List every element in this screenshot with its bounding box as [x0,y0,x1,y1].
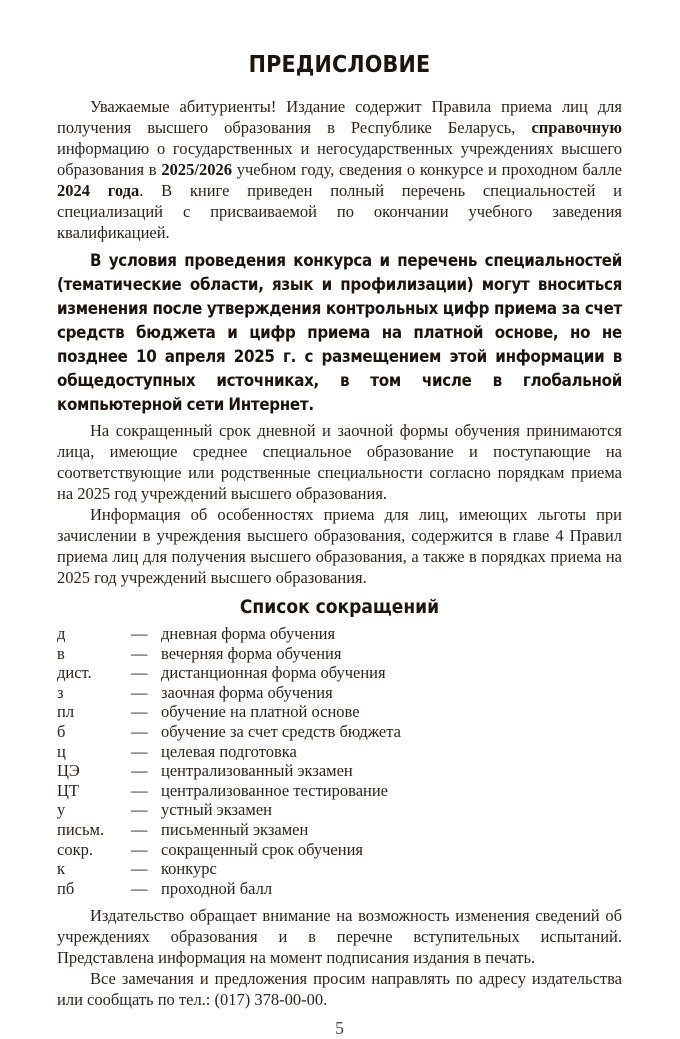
text-run: Информация об особенностях приема для лиц, имеющих льготы при зачислении в учреждения высшего образования, содержится в главе 4 Правил приема лиц для получения высшего образования, а также в порядках приема на 2025 год учреждений высшего образования. [57,505,622,587]
abbreviation-row [57,840,622,860]
text-run: На сокращенный срок дневной и заочной формы обучения принимаются лица, имеющие среднее специальное образование и поступающие на соответствующие или родственные специальности согласно порядкам приема на 2025 год учреждений высшего образования. [57,421,622,503]
abbreviation-term: к [57,859,66,879]
abbreviation-definition: проходной балл [161,878,273,898]
abbreviation-row [57,742,622,762]
abbreviation-definition: заочная форма обучения [161,682,333,702]
abbreviation-definition: целевая подготовка [161,741,297,761]
intro-section [57,96,622,243]
page-number: 5 [335,1018,344,1039]
abbreviation-term: д [57,624,66,643]
abbreviation-row [57,761,622,781]
abbreviation-term: ц [57,741,66,761]
paragraph [57,968,622,1010]
abbreviation-definition: конкурс [161,859,217,879]
abbreviation-term: з [57,682,64,702]
body-section [57,420,622,588]
abbreviation-term: дист. [57,663,92,683]
paragraph [57,248,622,416]
abbreviation-definition: вечерняя форма обучения [161,643,342,663]
dash-separator: — [131,839,148,859]
abbreviation-row [57,702,622,722]
abbreviation-row [57,722,622,742]
paragraph [57,504,622,588]
abbreviation-definition: централизованное тестирование [161,780,388,800]
abbreviation-row [57,820,622,840]
abbreviation-definition: дистанционная форма обучения [161,663,386,683]
text-run: Издательство обращает внимание на возможность изменения сведений об учреждениях образования и в перечне вступительных испытаний. Представлена информация на момент подписания издания в печать. [57,906,622,968]
notice-section [57,248,622,416]
text-run: информацию о государственных и негосударственных учреждениях высшего образования в [57,139,622,179]
dash-separator: — [131,643,148,663]
bold-text-run: 2025/2026 [161,160,232,179]
bold-text-run: справочную [531,118,622,137]
dash-separator: — [131,819,148,839]
abbreviation-row [57,683,622,703]
abbreviation-row [57,624,622,644]
dash-separator: — [131,800,148,820]
abbreviation-row [57,879,622,899]
abbreviation-term: пб [57,878,75,898]
dash-separator: — [131,663,148,683]
closing-section [57,905,622,1010]
abbreviation-definition: централизованный экзамен [161,761,353,781]
abbreviation-term: в [57,643,65,663]
abbreviation-row [57,859,622,879]
dash-separator: — [131,878,148,898]
dash-separator: — [131,624,148,643]
abbreviation-row [57,800,622,820]
dash-separator: — [131,859,148,879]
abbreviation-term: ЦТ [57,780,79,800]
abbreviation-term: б [57,721,66,741]
abbreviation-definition: устный экзамен [161,800,272,820]
page-title: ПРЕДИСЛОВИЕ [248,52,431,78]
text-run: . В книге приведен полный перечень специальностей и специализаций с присваиваемой по окончании учебного заведения квалификацией. [57,181,622,242]
dash-separator: — [131,761,148,781]
abbreviation-row [57,663,622,683]
abbreviations-heading: Список сокращений [239,596,440,618]
abbreviation-term: у [57,800,66,820]
bold-text-run: В условия проведения конкурса и перечень специальностей (тематические области, язык и профилизации) могут вноситься изменения после утверждения контрольных цифр приема за счет средств бюджета и цифр приема на платной основе, но не позднее 10 апреля 2025 г. с размещением этой информации в общедоступных источниках, в том числе в глобальной компьютерной сети Интернет. [57,250,622,414]
paragraph [57,420,622,504]
abbreviation-term: сокр. [57,839,93,859]
dash-separator: — [131,702,148,722]
abbreviation-term: пл [57,702,75,722]
abbreviation-row [57,644,622,664]
abbreviation-term: ЦЭ [57,761,80,781]
abbreviation-definition: сокращенный срок обучения [161,839,363,859]
abbreviation-term: письм. [57,819,105,839]
dash-separator: — [131,741,148,761]
abbreviation-definition: дневная форма обучения [161,624,336,643]
paragraph [57,905,622,968]
text-run: учебном году, сведения о конкурсе и проходном балле [231,160,623,179]
text-run: Все замечания и предложения просим направлять по адресу издательства или сообщать по тел.: (017) 378-00-00. [57,969,622,1010]
text-run: Уважаемые абитуриенты! Издание содержит Правила приема лиц для получения высшего образования в Республике Беларусь, [57,97,622,137]
dash-separator: — [131,682,148,702]
abbreviation-definition: обучение за счет средств бюджета [161,721,401,741]
bold-text-run: 2024 года [57,181,140,200]
dash-separator: — [131,721,148,741]
abbreviation-definition: письменный экзамен [161,819,309,839]
abbreviations-list [57,624,622,898]
paragraph [57,96,622,243]
abbreviation-row [57,781,622,801]
abbreviation-definition: обучение на платной основе [161,702,360,722]
dash-separator: — [131,780,148,800]
